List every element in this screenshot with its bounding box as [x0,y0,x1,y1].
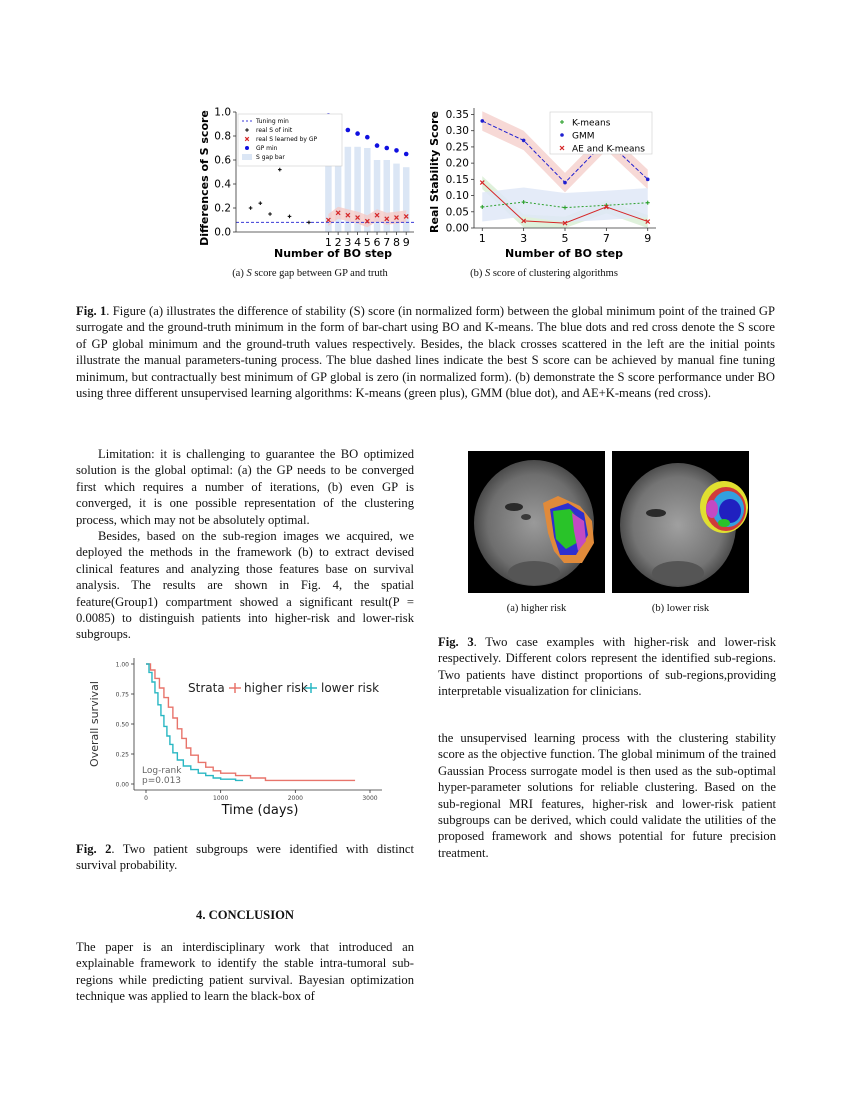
fig2-xtick-label: 1000 [213,795,229,802]
fig1b-chart [426,100,662,262]
fig1a-gp-min-7 [384,146,389,151]
fig1a-ytick-label: 0.4 [214,178,231,191]
fig1-caption [76,303,775,401]
fig1a-xtick-label: 1 [324,236,332,249]
fig1b-ytick-label: 0.20 [445,157,469,170]
fig1b-xtick-label: 7 [602,232,610,245]
fig1a-xtick-label: 9 [402,236,410,249]
fig1-caption-label: Fig. 1 [76,304,107,318]
mri-higher-risk-image [468,451,605,593]
fig1a-init-point-1 [249,206,253,210]
fig1b-ytick-label: 0.25 [445,141,469,154]
fig1b-subcaption [432,268,656,279]
fig1b-legend-swatch [560,133,564,137]
fig2-legend [188,681,379,695]
fig1a-gp-min-9 [404,152,409,157]
right-column-text [438,730,776,861]
fig3b-subcaption: (b) lower risk [651,603,710,614]
fig1a-init-point-4 [278,168,282,172]
fig1b-ytick-label: 0.00 [445,222,469,235]
fig2-logrank-annotation: p=0.013 [142,776,182,786]
fig1a-legend [238,114,342,166]
fig1a-ytick-label: 0.6 [214,154,231,167]
fig1a-ytick-label: 0.0 [214,226,231,239]
fig2-ytick-label: 1.00 [115,661,129,669]
fig1a-xtick-label: 2 [334,236,342,249]
conclusion-text [76,939,414,1005]
fig1b-point-gmm [646,178,650,182]
fig1a-legend-label: Tuning min [256,118,289,125]
paragraph-subregion: Besides, based on the sub-region images we acquired, we deployed the methods in the framework (b) to extract devised clinical features and analyzing those features base on survival analysis. The results are shown in Fig. 4, the spatial feature(Group1) compartment showed a significant result(P = 0.0085) to distinguish patients into higher-risk and lower-risk subgroups. [76,529,414,642]
fig2-ytick-label: 0.00 [115,781,129,789]
fig2-xtick-label: 0 [144,795,148,802]
fig1a-gp-min-3 [346,128,351,133]
fig1b-sub-label: (b) [470,268,483,279]
fig1b-ytick-label: 0.10 [445,190,469,203]
fig1a-gp-min-4 [355,131,360,136]
fig1a-gp-min-6 [375,143,380,148]
fig1a-sub-s: S [246,268,252,279]
conclusion-heading: 4. CONCLUSION [196,908,294,922]
fig1a-legend-swatch-gap [242,154,252,160]
fig1a-xlabel: Number of BO step [274,247,392,260]
fig1a-init-point-5 [288,215,292,219]
fig1a-init-point-6 [307,221,311,225]
fig1a-xtick-label: 7 [383,236,391,249]
fig2-legend-title: Strata [188,681,225,695]
fig3a-subcaption: (a) higher risk [506,603,567,614]
paragraph-limitation: Limitation: it is challenging to guarantee the BO optimized solution is the global optimal: (a) the GP needs to be converged first which requires a number of iterations, (b) even GP is converged, it is one possible representation of the clustering process, which may not be absolutely optimal. [76,447,414,527]
fig1b-xtick-label: 1 [478,232,486,245]
fig1a-ytick-label: 0.8 [214,130,231,143]
conclusion-paragraph: The paper is an interdisciplinary work that introduced an explainable framework to identify the stable intra-tumoral sub-regions while predicting patient survival. Bayesian optimization technique was applied to learn the black-box of [76,940,414,1004]
fig1b-xtick-label: 3 [520,232,528,245]
fig1a-xtick-label: 8 [392,236,400,249]
fig2-caption [76,841,414,874]
fig2-ylabel: Overall survival [88,681,101,767]
fig1a-xtick-label: 3 [344,236,352,249]
fig1a-xtick-label: 5 [363,236,371,249]
fig1a-legend-label: real S learned by GP [256,136,318,143]
fig1a-legend-label: S gap bar [256,154,285,161]
fig1b-legend-label: K-means [572,118,611,129]
fig1a-ytick-label: 0.2 [214,202,231,215]
fig1b-ytick-label: 0.35 [445,108,469,121]
fig2-xlabel: Time (days) [221,803,299,818]
fig1b-xtick-label: 5 [561,232,569,245]
fig1b-legend-label: AE and K-means [572,144,645,155]
fig2-logrank-annotation: Log-rank [142,766,182,776]
fig1b-sub-rest: score of clustering algorithms [492,268,618,279]
fig2-ytick-label: 0.25 [115,751,129,759]
fig2-legend-label-higher: higher risk [244,681,308,695]
fig1a-subcaption [200,268,420,279]
fig2-xtick-label: 3000 [362,795,378,802]
fig1a-gp-min-8 [394,148,399,153]
fig2-survival-chart [84,652,394,820]
fig2-ytick-label: 0.50 [115,721,129,729]
fig2-ytick-label: 0.75 [115,691,129,699]
fig1b-ytick-label: 0.05 [445,206,469,219]
fig1b-ytick-label: 0.30 [445,125,469,138]
fig1a-chart [196,100,422,262]
fig1a-ytick-label: 1.0 [214,106,231,119]
fig1a-legend-swatch-gpmin [245,146,249,150]
fig1-caption-text: . Figure (a) illustrates the difference of stability (S) score (in normalized form) between the global minimum point of the trained GP surrogate and the ground-truth minimum in the form of bar-chart using BO and K-means. The blue dots and red cross denote the S score of GP global minimum and the ground-truth values respectively. Besides, the black crosses scattered in the left are the initial points illustrate the manual parameters-tuning process. The blue dashed lines indicate the best S score can be achieved by manual fine tuning minimum, but contractually best minimum of GP global is zero (in normalized form). (b) demonstrate the S score performance under BO using three different unsupervised learning algorithms: K-means (green plus), GMM (blue dot), and AE+K-means (red cross). [76,304,775,401]
fig1b-ylabel: Real Stability Score [428,111,441,233]
fig1b-point-gmm [480,119,484,123]
fig1b-band-k-means [482,187,647,222]
fig2-caption-label: Fig. 2 [76,842,112,856]
fig1b-legend [550,112,652,155]
fig1b-xtick-label: 9 [644,232,652,245]
fig1a-xtick-label: 4 [354,236,362,249]
fig1b-xlabel: Number of BO step [505,247,623,260]
left-column-text [76,446,414,643]
fig1b-sub-s: S [484,268,491,279]
fig1b-legend-label: GMM [572,131,595,142]
fig1a-sub-rest: score gap between GP and truth [254,268,388,279]
fig2-xtick-label: 2000 [287,795,303,802]
fig1a-init-point-2 [259,201,263,205]
paragraph-conclusion-cont: the unsupervised learning process with the clustering stability score as the objective function. The global minimum of the trained Gaussian Process surrogate model is then used as the sub-optimal hyper-parameter solutions for reliable clustering. Based on the sub-regional MRI features, higher-risk and lower-risk patient subgroups can be derived, which could validate the utilities of the proposed framework and shows potential for future precision treatment. [438,731,776,860]
fig1a-legend-label: real S of init [256,127,293,134]
fig3-caption [438,634,776,700]
fig1a-ylabel: Differences of S score [198,110,211,246]
fig1a-sub-label: (a) [232,268,244,279]
mri-lower-risk-image [612,451,749,593]
fig2-caption-text: . Two patient subgroups were identified with distinct survival probability. [76,842,414,873]
fig1b-point-gmm [563,181,567,185]
fig1a-legend-label: GP min [256,145,278,152]
fig1a-init-point-3 [268,212,272,216]
fig3-caption-text: . Two case examples with higher-risk and lower-risk respectively. Different colors represent the identified sub-regions. Two patients have distinct proportions of sub-regions,providing interpretable visualization for clinicians. [438,635,776,699]
fig1a-gp-min-5 [365,135,370,140]
fig1b-ytick-label: 0.15 [445,173,469,186]
fig3-caption-label: Fig. 3 [438,635,474,649]
fig1a-xtick-label: 6 [373,236,381,249]
fig1b-point-gmm [522,139,526,143]
fig2-legend-label-lower: lower risk [321,681,380,695]
